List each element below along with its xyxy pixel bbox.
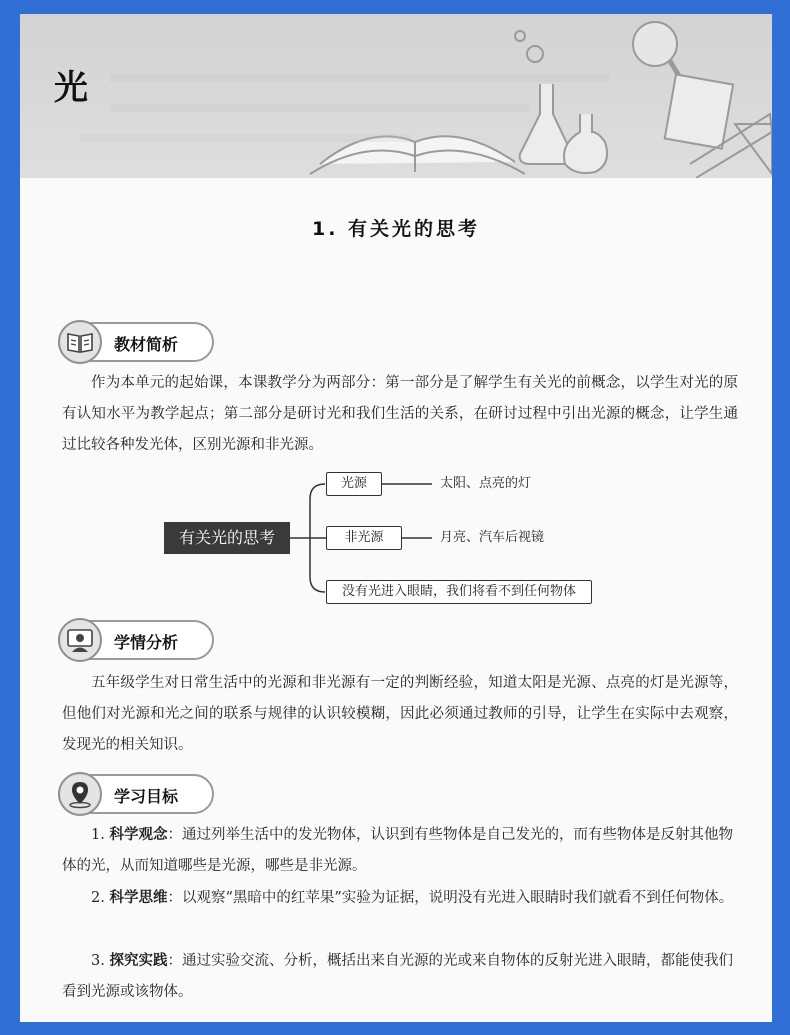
- diagram-leaf-non-light-source: 月亮、汽车后视镜: [440, 530, 545, 545]
- teacher-icon: [58, 618, 102, 662]
- goal-item: [62, 883, 738, 914]
- goal-text: ：通过实验交流、分析，概括出来自光源的光或来自物体的反射光进入眼睛，都能使我们看到光源或该物体。: [62, 953, 733, 1000]
- students-paragraph: 五年级学生对日常生活中的光源和非光源有一定的判断经验，知道太阳是光源、点亮的灯是光源等，但他们对光源和光之间的联系与规律的认识较模糊，因此必须通过教师的引导，让学生在实际中去观察，发现光的相关知识。: [62, 675, 738, 753]
- diagram-node-light-source: 光源: [326, 472, 382, 496]
- diagram-node-non-light-source: 非光源: [326, 526, 402, 550]
- location-pin-icon: [58, 772, 102, 816]
- goal-number: 1.: [91, 827, 105, 843]
- unit-banner: [20, 14, 772, 178]
- section-materials-label: 教材简析: [114, 335, 179, 354]
- diagram-leaf-light-source: 太阳、点亮的灯: [440, 476, 532, 491]
- section-goals-header: [58, 774, 214, 814]
- section-materials-header: [58, 322, 214, 362]
- section-goals-label: 学习目标: [114, 787, 179, 806]
- goal-key: 探究实践: [109, 953, 168, 969]
- goal-text: ：通过列举生活中的发光物体，认识到有些物体是自己发光的，而有些物体是反射其他物体的光，从而知道哪些是光源，哪些是非光源。: [62, 827, 733, 874]
- diagram-root: 有关光的思考: [164, 522, 290, 554]
- page: [20, 14, 772, 1022]
- goal-number: 2.: [91, 890, 105, 906]
- goal-item: [62, 820, 738, 882]
- science-illustration: [20, 14, 772, 178]
- book-icon: [58, 320, 102, 364]
- diagram-node-no-light: 没有光进入眼睛，我们将看不到任何物体: [326, 580, 592, 604]
- goal-text: ：以观察“黑暗中的红苹果”实验为证据，说明没有光进入眼睛时我们就看不到任何物体。: [167, 890, 734, 906]
- goal-number: 3.: [91, 953, 105, 969]
- section-students-header: [58, 620, 214, 660]
- materials-paragraph: 作为本单元的起始课，本课教学分为两部分：第一部分是了解学生有关光的前概念，以学生对光的原有认知水平为教学起点；第二部分是研讨光和我们生活的关系，在研讨过程中引出光源的概念，让学生通过比较各种发光体，区别光源和非光源。: [62, 375, 738, 453]
- goal-key: 科学观念: [109, 827, 168, 843]
- unit-title: 光: [54, 68, 88, 108]
- lesson-title: 1. 有关光的思考: [311, 218, 481, 240]
- goal-item: [62, 946, 738, 1008]
- goal-key: 科学思维: [109, 890, 168, 906]
- section-students-label: 学情分析: [114, 633, 179, 652]
